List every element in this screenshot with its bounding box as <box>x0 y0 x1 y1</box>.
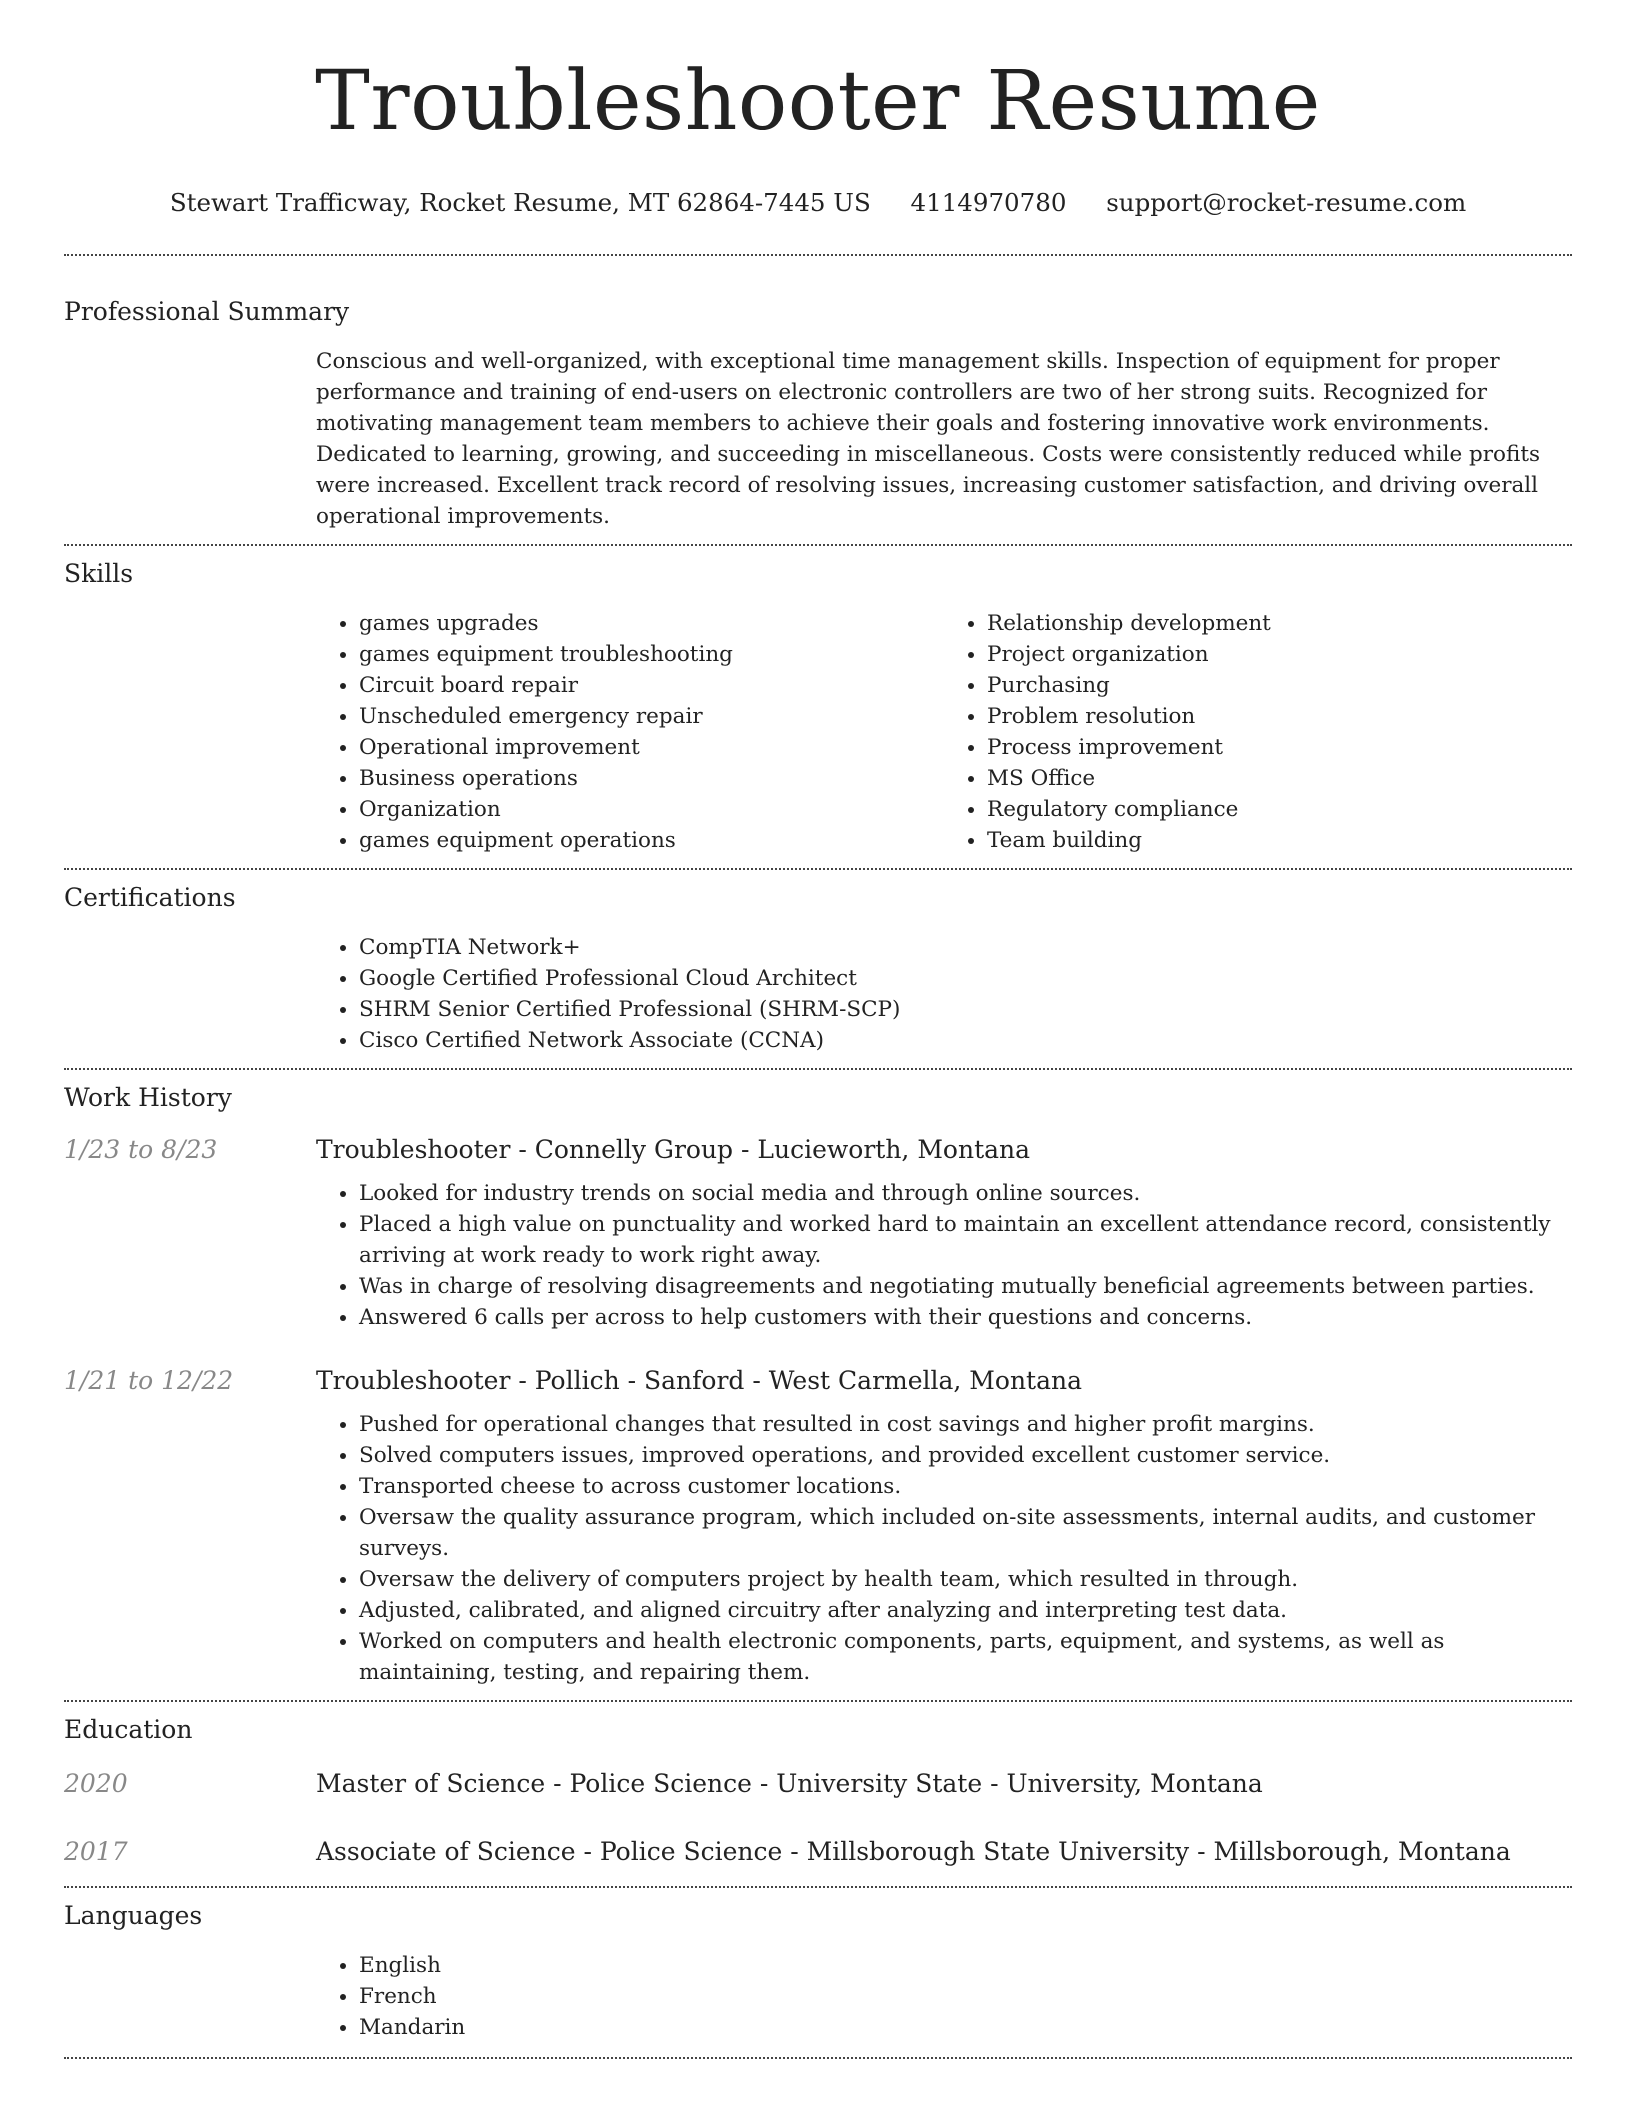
job-bullet: • Transported cheese to across customer locations. <box>359 1471 1572 1502</box>
skill-item: • Business operations <box>359 763 944 794</box>
job-heading: Troubleshooter - Connelly Group - Lucieworth, Montana <box>316 1135 1031 1164</box>
education-degree: Associate of Science - Police Science - Millsborough State University - Millsborough, Montana <box>316 1837 1511 1866</box>
skill-item: • Purchasing <box>987 670 1572 701</box>
skill-item: • Problem resolution <box>987 701 1572 732</box>
job-heading: Troubleshooter - Pollich - Sanford - West Carmella, Montana <box>316 1366 1083 1395</box>
skill-item: • Team building <box>987 825 1572 856</box>
certification-item: • Cisco Certified Network Associate (CCNA) <box>359 1025 1572 1056</box>
contact-line <box>64 186 1572 220</box>
job-dates: 1/23 to 8/23 <box>64 1135 218 1164</box>
job-dates: 1/21 to 12/22 <box>64 1366 234 1395</box>
job-bullets <box>316 1409 1572 1688</box>
skill-item: • Relationship development <box>987 608 1572 639</box>
section-title: Education <box>64 1715 193 1744</box>
job-bullet: • Adjusted, calibrated, and aligned circuitry after analyzing and interpreting test data. <box>359 1595 1572 1626</box>
section-title: Work History <box>64 1083 232 1112</box>
language-item: • English <box>359 1950 1572 1981</box>
job-bullet: • Pushed for operational changes that resulted in cost savings and higher profit margins. <box>359 1409 1572 1440</box>
skill-item: • Unscheduled emergency repair <box>359 701 944 732</box>
languages-list <box>316 1950 1572 2043</box>
section-title: Skills <box>64 559 134 588</box>
resume-page <box>64 0 1572 2059</box>
skill-item: • MS Office <box>987 763 1572 794</box>
certifications-list <box>316 932 1572 1056</box>
job-bullet: • Worked on computers and health electronic components, parts, equipment, and systems, as well as maintaining, testing, and repairing them. <box>359 1626 1572 1688</box>
section-certifications <box>64 870 1572 1056</box>
education-entry <box>64 1832 1572 1872</box>
language-item: • French <box>359 1981 1572 2012</box>
skill-item: • games equipment troubleshooting <box>359 639 944 670</box>
section-education <box>64 1702 1572 1872</box>
contact-phone: 4114970780 <box>910 188 1067 217</box>
summary-text: Conscious and well-organized, with exceptional time management skills. Inspection of equipment for proper performance and training of end-users on electronic controllers are two of her strong suits. Recognized for motivating management team members to achieve their goals and fostering innovative work environments. Dedicated to learning, growing, and succeeding in miscellaneous. Costs were consistently reduced while profits were increased. Excellent track record of resolving issues, increasing customer satisfaction, and driving overall operational improvements. <box>316 349 1540 529</box>
section-languages <box>64 1888 1572 2043</box>
job-bullet: • Placed a high value on punctuality and worked hard to maintain an excellent attendance record, consistently arriving at work ready to work right away. <box>359 1209 1572 1271</box>
job-entry <box>64 1130 1572 1333</box>
section-title: Professional Summary <box>64 297 350 326</box>
language-item: • Mandarin <box>359 2012 1572 2043</box>
section-skills <box>64 546 1572 856</box>
education-entry <box>64 1764 1572 1804</box>
certification-item: • CompTIA Network+ <box>359 932 1572 963</box>
job-bullet: • Looked for industry trends on social media and through online sources. <box>359 1178 1572 1209</box>
section-title: Languages <box>64 1901 203 1930</box>
education-year: 2020 <box>64 1769 128 1798</box>
job-bullet: • Solved computers issues, improved operations, and provided excellent customer service. <box>359 1440 1572 1471</box>
job-bullets <box>316 1178 1572 1333</box>
job-entry <box>64 1361 1572 1688</box>
contact-email: support@rocket-resume.com <box>1106 188 1467 217</box>
section-work-history <box>64 1070 1572 1688</box>
divider <box>64 2057 1572 2059</box>
certification-item: • Google Certified Professional Cloud Architect <box>359 963 1572 994</box>
job-bullet: • Answered 6 calls per across to help customers with their questions and concerns. <box>359 1302 1572 1333</box>
education-year: 2017 <box>64 1837 128 1866</box>
resume-title: Troubleshooter Resume <box>315 54 1321 149</box>
skill-item: • Organization <box>359 794 944 825</box>
skills-list-left <box>316 608 944 856</box>
skill-item: • Process improvement <box>987 732 1572 763</box>
skill-item: • games equipment operations <box>359 825 944 856</box>
skill-item: • games upgrades <box>359 608 944 639</box>
skill-item: • Regulatory compliance <box>987 794 1572 825</box>
job-bullet: • Oversaw the delivery of computers project by health team, which resulted in through. <box>359 1564 1572 1595</box>
job-bullet: • Was in charge of resolving disagreements and negotiating mutually beneficial agreements between parties. <box>359 1271 1572 1302</box>
skill-item: • Circuit board repair <box>359 670 944 701</box>
skills-list-right <box>944 608 1572 856</box>
contact-address: Stewart Trafficway, Rocket Resume, MT 62864-7445 US <box>169 188 871 217</box>
section-title: Certifications <box>64 883 236 912</box>
section-professional-summary <box>64 256 1572 532</box>
job-bullet: • Oversaw the quality assurance program, which included on-site assessments, internal audits, and customer surveys. <box>359 1502 1572 1564</box>
certification-item: • SHRM Senior Certified Professional (SHRM-SCP) <box>359 994 1572 1025</box>
skill-item: • Operational improvement <box>359 732 944 763</box>
education-degree: Master of Science - Police Science - University State - University, Montana <box>316 1769 1263 1798</box>
skill-item: • Project organization <box>987 639 1572 670</box>
